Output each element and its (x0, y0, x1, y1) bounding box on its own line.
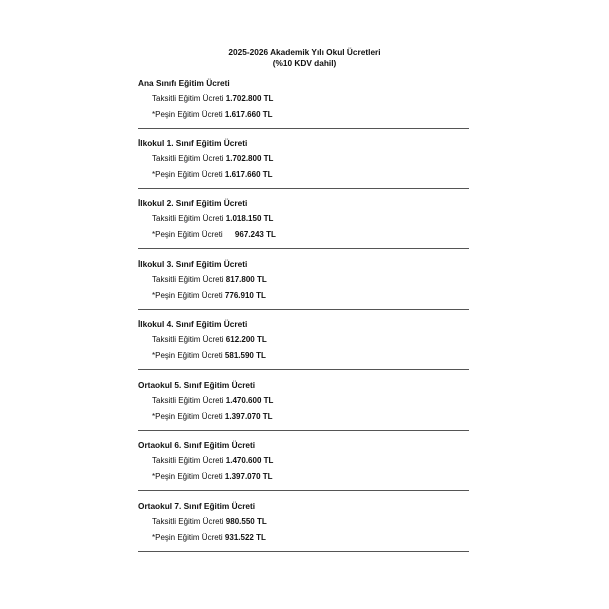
fee-section-grade-1 (138, 138, 469, 198)
cash-fee-label: *Peşin Eğitim Ücreti (152, 230, 225, 239)
cash-fee-label: *Peşin Eğitim Ücreti (152, 472, 225, 481)
cash-fee-row (152, 351, 266, 361)
installment-fee-amount: 817.800 TL (225, 275, 267, 284)
installment-fee-row (152, 396, 273, 406)
cash-fee-amount: 581.590 TL (224, 351, 266, 360)
cash-fee-amount: 1.617.660 TL (224, 170, 273, 179)
section-heading: İlkokul 3. Sınıf Eğitim Ücreti (138, 259, 248, 269)
section-divider (138, 309, 469, 310)
installment-fee-label: Taksitli Eğitim Ücreti (152, 456, 226, 465)
fee-section-grade-7 (138, 501, 469, 561)
installment-fee-label: Taksitli Eğitim Ücreti (152, 275, 226, 284)
installment-fee-row (152, 275, 267, 285)
section-divider (138, 128, 469, 129)
installment-fee-label: Taksitli Eğitim Ücreti (152, 214, 226, 223)
installment-fee-label: Taksitli Eğitim Ücreti (152, 154, 226, 163)
installment-fee-label: Taksitli Eğitim Ücreti (152, 335, 226, 344)
installment-fee-amount: 1.018.150 TL (225, 214, 274, 223)
section-divider (138, 551, 469, 552)
installment-fee-amount: 1.702.800 TL (225, 94, 274, 103)
fee-section-grade-3 (138, 259, 469, 319)
cash-fee-label: *Peşin Eğitim Ücreti (152, 412, 225, 421)
cash-fee-row (152, 412, 273, 422)
installment-fee-row (152, 456, 273, 466)
section-heading: Ortaokul 5. Sınıf Eğitim Ücreti (138, 380, 256, 390)
fee-section-grade-5 (138, 380, 469, 440)
cash-fee-amount: 1.397.070 TL (224, 472, 273, 481)
document-subtitle: (%10 KDV dahil) (272, 58, 337, 68)
section-divider (138, 369, 469, 370)
section-heading: İlkokul 4. Sınıf Eğitim Ücreti (138, 319, 248, 329)
installment-fee-row (152, 335, 267, 345)
cash-fee-label: *Peşin Eğitim Ücreti (152, 533, 225, 542)
cash-fee-row (152, 291, 266, 301)
section-heading: Ana Sınıfı Eğitim Ücreti (138, 78, 230, 88)
fee-section-grade-2 (138, 198, 469, 258)
section-divider (138, 188, 469, 189)
installment-fee-row (152, 517, 267, 527)
installment-fee-row (152, 214, 273, 224)
cash-fee-row (152, 472, 273, 482)
section-heading: Ortaokul 7. Sınıf Eğitim Ücreti (138, 501, 256, 511)
cash-fee-amount: 967.243 TL (234, 230, 276, 239)
installment-fee-label: Taksitli Eğitim Ücreti (152, 517, 226, 526)
section-divider (138, 430, 469, 431)
cash-fee-label: *Peşin Eğitim Ücreti (152, 170, 225, 179)
fee-section-grade-6 (138, 440, 469, 500)
cash-fee-amount: 1.397.070 TL (224, 412, 273, 421)
cash-fee-row (152, 230, 276, 240)
installment-fee-amount: 1.702.800 TL (225, 154, 274, 163)
cash-fee-row (152, 170, 273, 180)
section-divider (138, 248, 469, 249)
section-heading: Ortaokul 6. Sınıf Eğitim Ücreti (138, 440, 256, 450)
installment-fee-amount: 1.470.600 TL (225, 456, 274, 465)
cash-fee-amount: 776.910 TL (224, 291, 266, 300)
section-divider (138, 490, 469, 491)
cash-fee-row (152, 533, 266, 543)
installment-fee-amount: 612.200 TL (225, 335, 267, 344)
installment-fee-row (152, 154, 273, 164)
cash-fee-label: *Peşin Eğitim Ücreti (152, 110, 225, 119)
fee-section-grade-4 (138, 319, 469, 379)
document-title: 2025-2026 Akademik Yılı Okul Ücretleri (228, 47, 381, 57)
installment-fee-row (152, 94, 273, 104)
section-heading: İlkokul 1. Sınıf Eğitim Ücreti (138, 138, 248, 148)
cash-fee-amount: 931.522 TL (224, 533, 266, 542)
cash-fee-label: *Peşin Eğitim Ücreti (152, 351, 225, 360)
installment-fee-amount: 980.550 TL (225, 517, 267, 526)
cash-fee-amount: 1.617.660 TL (224, 110, 273, 119)
installment-fee-amount: 1.470.600 TL (225, 396, 274, 405)
cash-fee-row (152, 110, 273, 120)
installment-fee-label: Taksitli Eğitim Ücreti (152, 94, 226, 103)
cash-fee-label: *Peşin Eğitim Ücreti (152, 291, 225, 300)
section-heading: İlkokul 2. Sınıf Eğitim Ücreti (138, 198, 248, 208)
fee-section-kindergarten (138, 78, 469, 138)
installment-fee-label: Taksitli Eğitim Ücreti (152, 396, 226, 405)
